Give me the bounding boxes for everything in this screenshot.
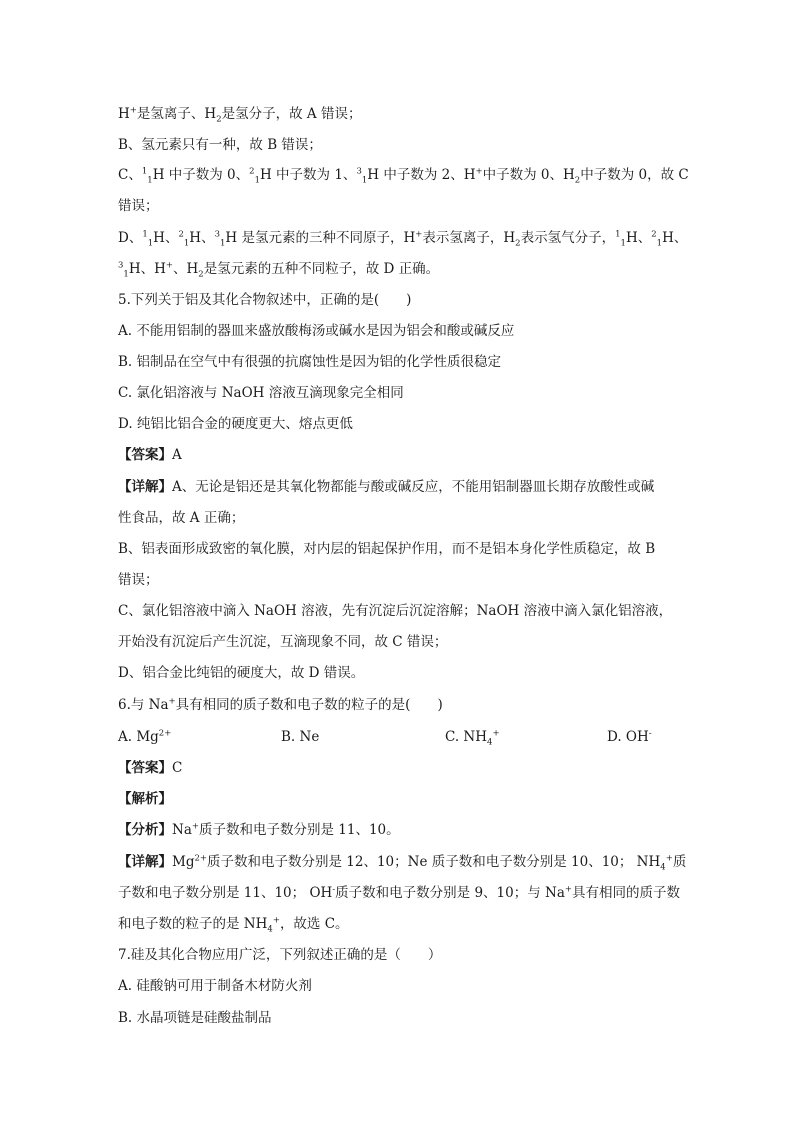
question-5-stem: 5.下列关于铝及其化合物叙述中，正确的是( ) — [118, 292, 412, 308]
question-6-analysis: 【分析】Na+质子数和电子数分别是 11、10。 — [118, 821, 400, 838]
line-5: D、$^1_1$H、$^2_1$H、$^3_1$H 是氢元素的三种不同原子，H+表示氢离子，$H_2$表示氢气分子，$^1_1$H、$^2_1$H、 — [118, 229, 688, 249]
question-6-explanation-2: 子数和电子数分别是 11、10； OH-质子数和电子数分别是 9、10；与 Na+具有相同的质子数 — [118, 884, 680, 901]
line-2: B、氢元素只有一种，故 B 错误； — [118, 137, 322, 153]
line-1: H+是氢离子、$H_2$是氢分子，故 A 错误； — [118, 105, 362, 125]
question-5-explanation-7: D、铝合金比纯铝的硬度大，故 D 错误。 — [118, 665, 365, 681]
question-5-answer: 【答案】A — [118, 447, 182, 463]
question-5-explanation-2: 性食品，故 A 正确； — [118, 510, 245, 526]
line-4: 错误； — [118, 198, 159, 214]
question-6-stem: 6.与 Na+具有相同的质子数和电子数的粒子的是( ) — [118, 696, 443, 713]
line-6: $^3_1$H、H+、$H_2$是氢元素的五种不同粒子，故 D 正确。 — [118, 260, 440, 280]
line-3: C、$^1_1$H 中子数为 0、$^2_1$H 中子数为 1、$^3_1$H 中子数为 2、H+中子数为 0、$H_2$中子数为 0，故 C — [118, 166, 689, 186]
question-5-option-d: D. 纯铝比铝合金的硬度更大、熔点更低 — [118, 416, 353, 432]
question-5-explanation-3: B、铝表面形成致密的氧化膜，对内层的铝起保护作用，而不是铝本身化学性质稳定，故 B — [118, 541, 656, 557]
question-6-explanation-3: 和电子数的粒子的是 $NH_4^+$，故选 C。 — [118, 915, 349, 935]
question-6-option-b: B. Ne — [281, 729, 320, 745]
question-7-option-b: B. 水晶项链是硅酸盐制品 — [118, 1010, 272, 1026]
question-6-option-c: C. $NH_4^+$ — [445, 728, 500, 748]
question-7-stem: 7.硅及其化合物应用广泛，下列叙述正确的是（ ） — [118, 947, 442, 963]
question-6-answer: 【答案】C — [118, 760, 183, 776]
question-5-explanation-6: 开始没有沉淀后产生沉淀，互滴现象不同，故 C 错误； — [118, 634, 448, 650]
question-5-option-a: A. 不能用铝制的器皿来盛放酸梅汤或碱水是因为铝会和酸或碱反应 — [118, 323, 515, 339]
question-6-option-d: D. OH- — [607, 728, 652, 745]
question-7-option-a: A. 硅酸钠可用于制备木材防火剂 — [118, 978, 312, 994]
question-6-option-a: A. $Mg^{2+}$ — [118, 728, 172, 745]
question-5-option-c: C. 氯化铝溶液与 NaOH 溶液互滴现象完全相同 — [118, 385, 404, 401]
question-5-explanation-5: C、氯化铝溶液中滴入 NaOH 溶液，先有沉淀后沉淀溶解；NaOH 溶液中滴入氯化铝溶液， — [118, 603, 673, 619]
question-5-option-b: B. 铝制品在空气中有很强的抗腐蚀性是因为铝的化学性质很稳定 — [118, 354, 502, 370]
question-6-explanation-1: 【详解】$Mg^{2+}$质子数和电子数分别是 12、10；Ne 质子数和电子数分别是 10、10； $NH_4^+$质 — [118, 853, 687, 873]
question-5-explanation-1: 【详解】A、无论是铝还是其氧化物都能与酸或碱反应，不能用铝制器皿长期存放酸性或碱 — [118, 479, 655, 495]
question-5-explanation-4: 错误； — [118, 572, 159, 588]
question-6-analysis-heading: 【解析】 — [118, 791, 172, 807]
